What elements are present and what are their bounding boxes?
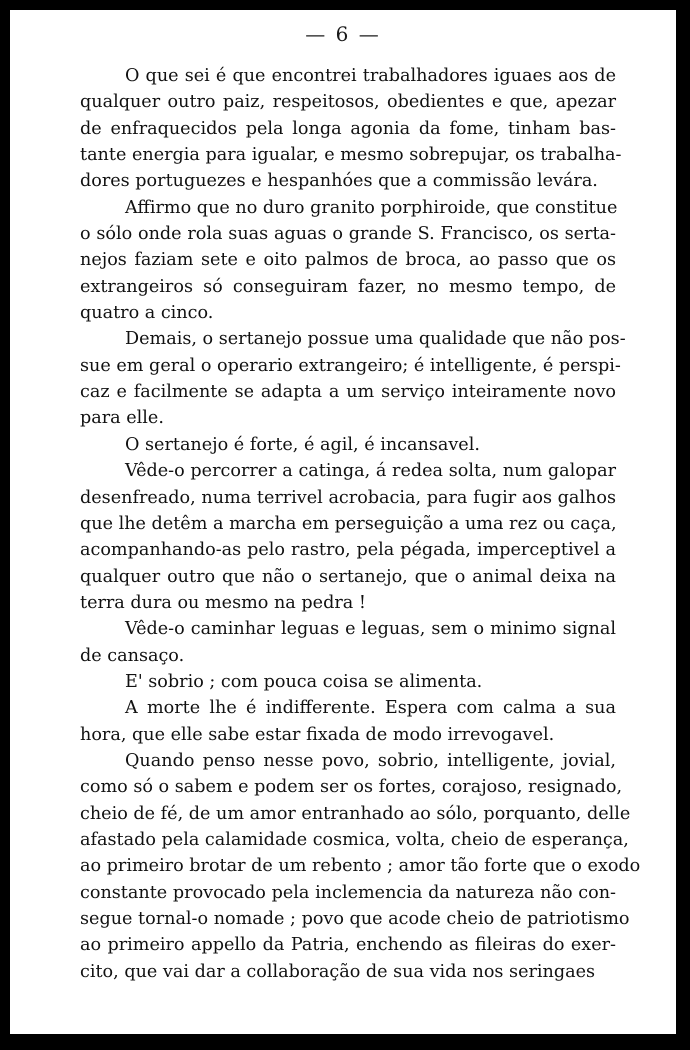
text-line: qualquer outro que não o sertanejo, que o animal deixa na <box>80 566 616 587</box>
paragraph <box>80 458 616 616</box>
paragraph <box>80 748 641 985</box>
text-line: acompanhando-as pelo rastro, pela pégada, imperceptivel a <box>80 540 616 561</box>
text-line: cito, que vai dar a collaboração de sua vida nos seringaes <box>80 961 596 982</box>
text-line: terra dura ou mesmo na pedra ! <box>80 592 366 613</box>
text-line: ao primeiro brotar de um rebento ; amor tão forte que o exodo <box>80 856 641 877</box>
paragraph <box>80 195 616 327</box>
paragraph <box>80 432 616 458</box>
text-line: tante energia para igualar, e mesmo sobrepujar, os trabalha- <box>80 145 622 166</box>
text-line: extrangeiros só conseguiram fazer, no mesmo tempo, de <box>80 276 616 297</box>
text-line: ao primeiro appello da Patria, enchendo as fileiras do exer- <box>80 935 616 956</box>
text-line: desenfreado, numa terrivel acrobacia, para fugir aos galhos <box>80 487 616 508</box>
text-line: O que sei é que encontrei trabalhadores iguaes aos de <box>125 66 616 86</box>
text-line: como só o sabem e podem ser os fortes, corajoso, resignado, <box>80 777 623 798</box>
paragraph <box>80 616 616 669</box>
text-line: nejos faziam sete e oito palmos de broca, ao passo que os <box>80 250 616 271</box>
text-line: caz e facilmente se adapta a um serviço inteiramente novo <box>80 382 616 403</box>
body-text <box>80 63 641 985</box>
text-line: A morte lhe é indifferente. Espera com calma a sua <box>125 698 616 719</box>
paragraph <box>80 695 616 748</box>
text-line: para elle. <box>80 408 164 429</box>
document-page <box>10 10 676 1034</box>
paragraph <box>80 669 616 695</box>
text-line: hora, que elle sabe estar fixada de modo irrevogavel. <box>80 724 555 745</box>
text-line: sue em geral o operario extrangeiro; é intelligente, é perspi- <box>80 355 621 376</box>
text-line: Demais, o sertanejo possue uma qualidade que não pos- <box>125 329 626 350</box>
text-line: segue tornal-o nomade ; povo que acode cheio de patriotismo <box>80 909 630 929</box>
text-line: constante provocado pela inclemencia da natureza não con- <box>80 882 616 903</box>
text-line: afastado pela calamidade cosmica, volta, cheio de esperança, <box>80 829 629 850</box>
text-line: de cansaço. <box>80 645 185 666</box>
paragraph <box>80 326 626 431</box>
text-line: quatro a cinco. <box>80 303 214 324</box>
text-line: E' sobrio ; com pouca coisa se alimenta. <box>125 671 483 692</box>
text-line: Vêde-o caminhar leguas e leguas, sem o minimo signal <box>125 619 616 640</box>
text-line: que lhe detêm a marcha em perseguição a uma rez ou caça, <box>80 513 617 534</box>
text-line: Affirmo que no duro granito porphiroide, que constitue <box>125 197 618 218</box>
text-line: Vêde-o percorrer a catinga, á redea solta, num galopar <box>125 461 616 482</box>
text-line: cheio de fé, de um amor entranhado ao sólo, porquanto, delle <box>80 803 631 824</box>
text-line: o sólo onde rola suas aguas o grande S. Francisco, os serta- <box>80 224 616 245</box>
text-line: dores portuguezes e hespanhóes que a commissão levára. <box>80 171 598 192</box>
page-number: — 6 — <box>305 22 381 46</box>
text-line: Quando penso nesse povo, sobrio, intelligente, jovial, <box>125 750 616 771</box>
paragraph <box>80 63 622 195</box>
text-line: O sertanejo é forte, é agil, é incansavel. <box>125 434 480 455</box>
text-line: de enfraquecidos pela longa agonia da fome, tinham bas- <box>80 118 616 139</box>
text-line: qualquer outro paiz, respeitosos, obedientes e que, apezar <box>80 92 616 113</box>
